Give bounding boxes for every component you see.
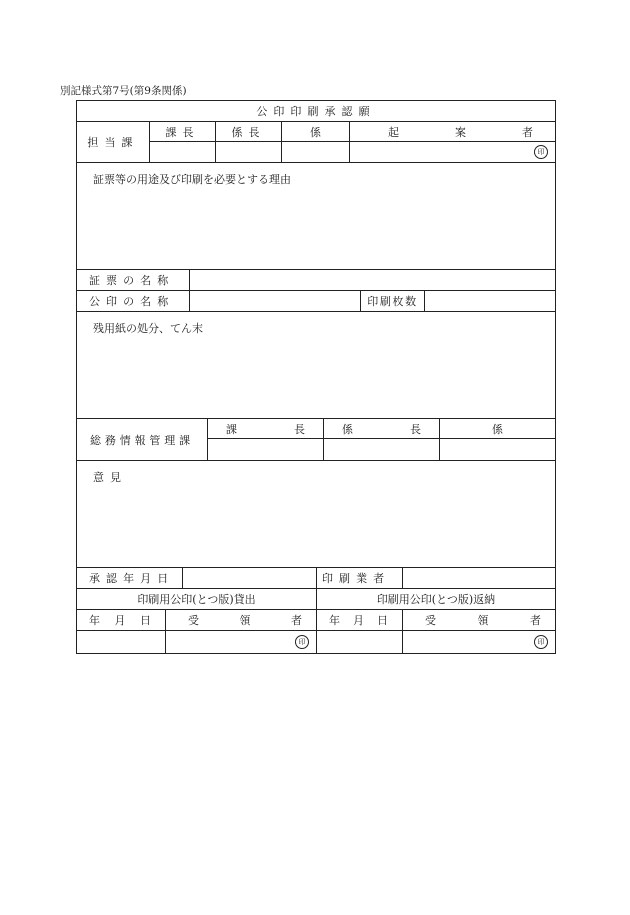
return-receiver-field[interactable] [403, 631, 555, 653]
certificate-name-row [77, 270, 555, 291]
return-date-field[interactable] [317, 631, 403, 653]
printer-field[interactable] [403, 568, 555, 588]
opinion-row [77, 461, 555, 568]
approval-date-field[interactable] [183, 568, 317, 588]
drafter-column [350, 122, 555, 162]
lending-subheader-row [77, 610, 555, 631]
general-affairs-row [77, 419, 555, 461]
staff-column [282, 122, 350, 162]
seal-name-row [77, 291, 555, 312]
waste-row [77, 312, 555, 419]
ga-section-chief-char: 課 [226, 422, 237, 436]
ga-subsection-chief-stamp-area[interactable] [324, 439, 439, 460]
receiver-char: 受 [188, 614, 199, 627]
waste-label[interactable]: 残用紙の処分、てん末 [93, 322, 203, 335]
drafter-char: 起 [388, 125, 399, 139]
lending-date-label [77, 610, 166, 630]
printer-label: 印刷業者 [317, 568, 403, 588]
drafter-char: 案 [455, 125, 466, 139]
staff-label: 係 [282, 122, 349, 142]
seal-name-label: 公印の名称 [77, 291, 190, 311]
date-char: 月 [353, 614, 364, 627]
drafter-label [350, 122, 555, 142]
section-chief-column [150, 122, 216, 162]
ga-subsection-chief-label [324, 419, 439, 439]
date-char: 年 [89, 614, 100, 627]
charge-dept-label: 担当課 [77, 122, 150, 162]
seal-stamp-icon: 印 [534, 145, 548, 159]
subsection-chief-column [216, 122, 282, 162]
charge-approval-row [77, 122, 555, 163]
subsection-chief-stamp-area[interactable] [216, 142, 281, 162]
drafter-stamp-area[interactable] [350, 142, 555, 162]
lending-receiver-field[interactable] [166, 631, 317, 653]
ga-subsection-chief-char: 係 [342, 422, 353, 436]
reason-row [77, 163, 555, 270]
print-count-field[interactable] [425, 291, 555, 311]
opinion-label[interactable]: 意見 [93, 471, 128, 484]
receiver-char: 者 [291, 614, 302, 627]
form-caption: 別記様式第7号(第9条関係) [60, 85, 187, 97]
print-count-label: 印刷枚数 [361, 291, 425, 311]
date-char: 日 [140, 614, 151, 627]
approval-date-label: 承認年月日 [77, 568, 183, 588]
general-affairs-dept-label: 総務情報管理課 [77, 419, 208, 460]
seal-stamp-icon: 印 [534, 635, 548, 649]
title-row [77, 101, 555, 122]
section-chief-label: 課長 [150, 122, 215, 142]
ga-staff-column [440, 419, 555, 460]
section-chief-stamp-area[interactable] [150, 142, 215, 162]
date-char: 年 [329, 614, 340, 627]
certificate-name-label: 証票の名称 [77, 270, 190, 290]
date-char: 日 [377, 614, 388, 627]
form-title: 公印印刷承認願 [256, 105, 376, 118]
lending-header: 印刷用公印(とつ版)貸出 [77, 589, 317, 609]
receiver-char: 受 [425, 614, 436, 627]
reason-label[interactable]: 証票等の用途及び印刷を必要とする理由 [93, 173, 291, 186]
ga-section-chief-label [208, 419, 323, 439]
ga-section-chief-stamp-area[interactable] [208, 439, 323, 460]
date-char: 月 [114, 614, 126, 627]
certificate-name-field[interactable] [190, 270, 555, 290]
ga-subsection-chief-column [324, 419, 440, 460]
lending-date-field[interactable] [77, 631, 166, 653]
seal-stamp-icon: 印 [295, 635, 309, 649]
ga-subsection-chief-char: 長 [410, 422, 421, 436]
return-receiver-label [403, 610, 555, 630]
seal-lending-header-row [77, 589, 555, 610]
ga-section-chief-column [208, 419, 324, 460]
drafter-char: 者 [522, 125, 533, 139]
seal-name-field[interactable] [190, 291, 361, 311]
subsection-chief-label: 係長 [216, 122, 281, 142]
staff-stamp-area[interactable] [282, 142, 349, 162]
seal-printing-approval-form [76, 100, 556, 654]
receiver-char: 領 [239, 614, 251, 627]
ga-section-chief-char: 長 [294, 422, 305, 436]
lending-receiver-label [166, 610, 317, 630]
return-date-label [317, 610, 403, 630]
receiver-char: 領 [477, 614, 489, 627]
receiver-char: 者 [530, 614, 541, 627]
approval-date-row [77, 568, 555, 589]
lending-entry-row [77, 631, 555, 653]
ga-staff-stamp-area[interactable] [440, 439, 555, 460]
ga-staff-label: 係 [440, 419, 555, 439]
return-header: 印刷用公印(とつ版)返納 [376, 593, 496, 606]
